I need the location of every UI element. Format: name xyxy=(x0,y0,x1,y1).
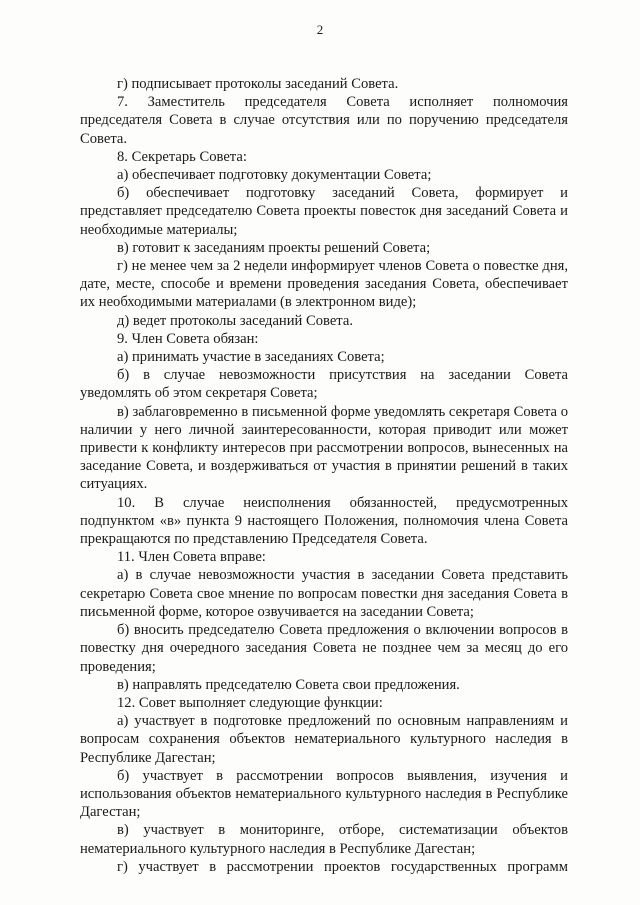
paragraph: 10. В случае неисполнения обязанностей, предусмотренных подпунктом «в» пункта 9 настоящего Положения, полномочия члена Совета прекращаются по представлению Председателя Совета. xyxy=(80,494,568,548)
paragraph: д) ведет протоколы заседаний Совета. xyxy=(117,312,353,329)
paragraph: 9. Член Совета обязан: xyxy=(117,330,259,347)
paragraph: г) не менее чем за 2 недели информирует членов Совета о повестке дня, дате, месте, способе и времени проведения заседания Совета, обеспечивает их необходимыми материалами (в электронном виде); xyxy=(80,258,568,311)
paragraph: 8. Секретарь Совета: xyxy=(117,148,247,165)
document-body xyxy=(80,75,568,876)
paragraph: а) в случае невозможности участия в заседании Совета представить секретарю Совета свое мнение по вопросам повестки дня заседания Совета в письменной форме, которое озвучивается на заседании Совета; xyxy=(80,567,568,620)
paragraph: а) обеспечивает подготовку документации Совета; xyxy=(117,167,432,184)
paragraph: б) участвует в рассмотрении вопросов выявления, изучения и использования объектов нематериального культурного наследия в Республике Дагестан; xyxy=(80,767,568,821)
paragraph: г) подписывает протоколы заседаний Совета. xyxy=(117,76,399,92)
paragraph: в) участвует в мониторинге, отборе, систематизации объектов нематериального культурного наследия в Республике Дагестан; xyxy=(80,822,568,857)
page-number: 2 xyxy=(316,22,324,37)
paragraph: 7. Заместитель председателя Совета исполняет полномочия председателя Совета в случае отсутствия или по поручению председателя Совета. xyxy=(80,94,568,147)
paragraph: б) в случае невозможности присутствия на заседании Совета уведомлять об этом секретаря Совета; xyxy=(80,367,568,402)
paragraph: в) заблаговременно в письменной форме уведомлять секретаря Совета о наличии у него личной заинтересованности, которая приводит или может привести к конфликту интересов при рассмотрении вопросов, вынесенных на заседание Совета, и воздерживаться от участия в принятии решений в таких ситуациях. xyxy=(80,403,568,493)
paragraph: в) готовит к заседаниям проекты решений Совета; xyxy=(117,239,431,256)
paragraph: в) направлять председателю Совета свои предложения. xyxy=(117,676,460,693)
paragraph: б) обеспечивает подготовку заседаний Совета, формирует и представляет председателю Совета проекты повесток дня заседаний Совета и необходимые материалы; xyxy=(80,185,568,238)
paragraph: г) участвует в рассмотрении проектов государственных программ xyxy=(117,858,568,875)
paragraph: б) вносить председателю Совета предложения о включении вопросов в повестку дня очередного заседания Совета не позднее чем за месяц до его проведения; xyxy=(80,622,568,675)
paragraph: а) принимать участие в заседаниях Совета; xyxy=(117,349,385,366)
paragraph: 12. Совет выполняет следующие функции: xyxy=(117,694,383,711)
paragraph: 11. Член Совета вправе: xyxy=(117,549,266,566)
paragraph: а) участвует в подготовке предложений по основным направлениям и вопросам сохранения объектов нематериального культурного наследия в Республике Дагестан; xyxy=(80,713,568,766)
